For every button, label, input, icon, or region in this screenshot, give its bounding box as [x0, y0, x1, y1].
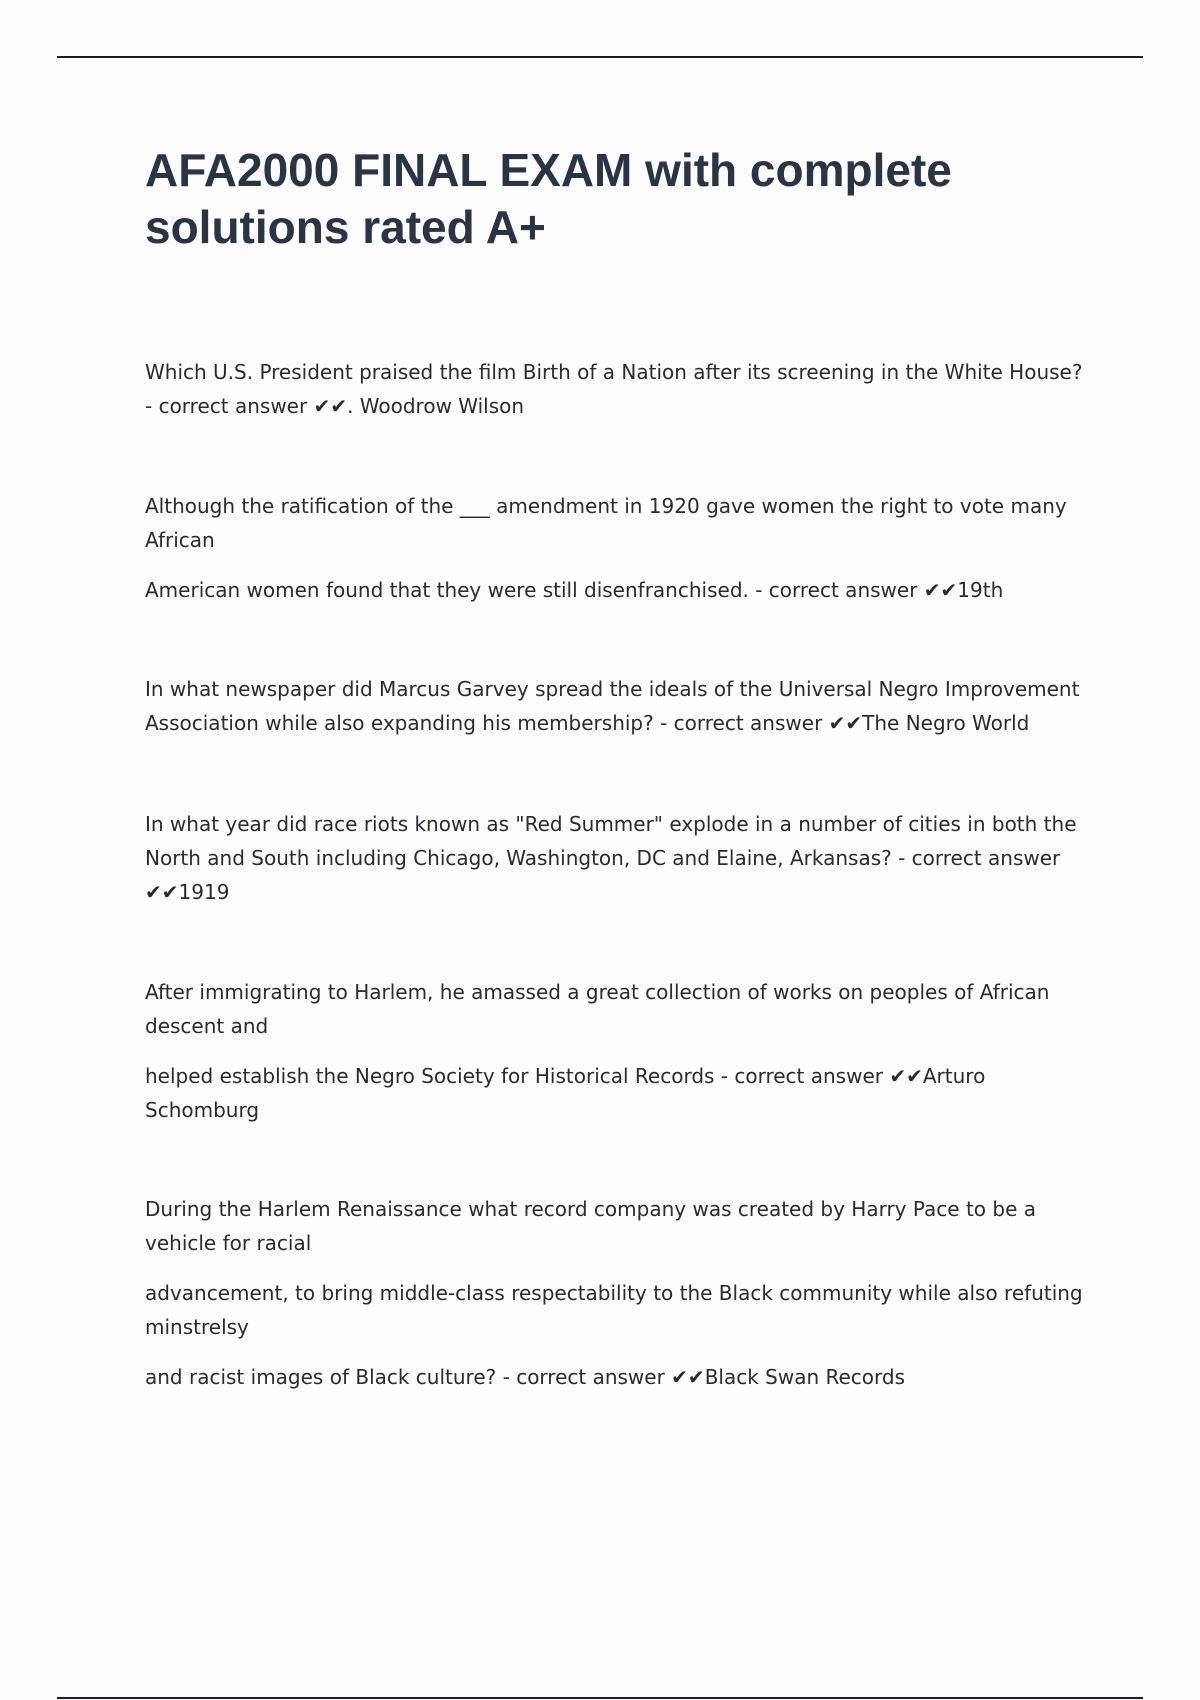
question-text: During the Harlem Renaissance what record company was created by Harry Pace to be a vehicle for racial: [145, 1197, 1036, 1255]
question-text-continued: American women found that they were still disenfranchised. - correct answer ✔✔19th: [145, 578, 1004, 602]
question-text-continued: helped establish the Negro Society for Historical Records - correct answer ✔✔Arturo Schomburg: [145, 1064, 986, 1122]
document-title: AFA2000 FINAL EXAM with complete solutions rated A+: [145, 144, 952, 253]
question-text-continued: advancement, to bring middle-class respectability to the Black community while also refuting minstrelsy: [145, 1281, 1083, 1339]
question-text: In what year did race riots known as "Red Summer" explode in a number of cities in both the North and South including Chicago, Washington, DC and Elaine, Arkansas? - correct answer ✔✔1919: [145, 812, 1077, 904]
question-text: Although the ratification of the ___ amendment in 1920 gave women the right to vote many African: [145, 494, 1067, 552]
question-block-3: [145, 672, 1095, 740]
question-text: Which U.S. President praised the film Birth of a Nation after its screening in the White House? - correct answer ✔✔. Woodrow Wilson: [145, 360, 1083, 418]
bottom-rule: [57, 1697, 1143, 1699]
question-block-5: [145, 975, 1095, 1127]
question-block-4: [145, 807, 1095, 909]
question-text: After immigrating to Harlem, he amassed a great collection of works on peoples of African descent and: [145, 980, 1050, 1038]
question-block-2: [145, 489, 1095, 607]
question-text: In what newspaper did Marcus Garvey spread the ideals of the Universal Negro Improvement Association while also expanding his membership? - correct answer ✔✔The Negro World: [145, 677, 1080, 735]
question-block-6: [145, 1192, 1095, 1394]
top-rule: [57, 56, 1143, 58]
question-text-continued: and racist images of Black culture? - correct answer ✔✔Black Swan Records: [145, 1365, 906, 1389]
question-block-1: [145, 355, 1095, 423]
